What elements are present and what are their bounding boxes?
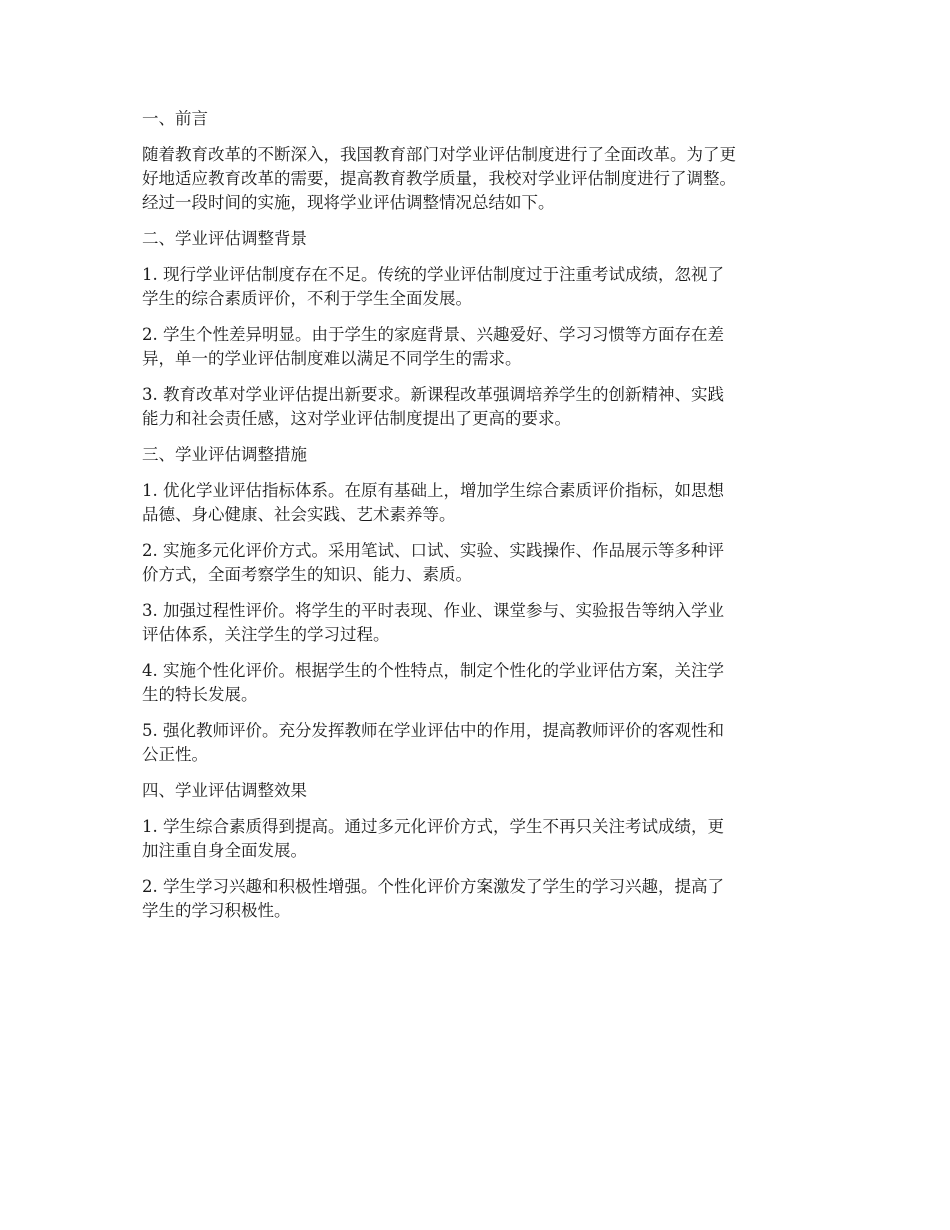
text-line: 生的特长发展。 [142, 685, 258, 704]
section-heading [142, 107, 814, 131]
text-line: 2. 学生个性差异明显。由于学生的家庭背景、兴趣爱好、学习习惯等方面存在差 [142, 325, 724, 344]
list-item [142, 323, 814, 371]
list-item [142, 815, 814, 863]
text-line: 能力和社会责任感，这对学业评估制度提出了更高的要求。 [142, 409, 571, 428]
section-heading [142, 227, 814, 251]
text-line: 学生的学习积极性。 [142, 901, 291, 920]
text-line: 2. 学生学习兴趣和积极性增强。个性化评价方案激发了学生的学习兴趣，提高了 [142, 877, 724, 896]
text-line: 品德、身心健康、社会实践、艺术素养等。 [142, 505, 456, 524]
text-line: 1. 现行学业评估制度存在不足。传统的学业评估制度过于注重考试成绩，忽视了 [142, 265, 724, 284]
text-line: 加注重自身全面发展。 [142, 841, 307, 860]
document-page [142, 107, 814, 935]
text-line: 一、前言 [142, 109, 208, 128]
list-item [142, 479, 814, 527]
text-line: 随着教育改革的不断深入，我国教育部门对学业评估制度进行了全面改革。为了更 [142, 145, 736, 164]
list-item [142, 263, 814, 311]
text-line: 2. 实施多元化评价方式。采用笔试、口试、实验、实践操作、作品展示等多种评 [142, 541, 724, 560]
text-line: 1. 学生综合素质得到提高。通过多元化评价方式，学生不再只关注考试成绩，更 [142, 817, 724, 836]
text-line: 评估体系，关注学生的学习过程。 [142, 625, 390, 644]
text-line: 价方式，全面考察学生的知识、能力、素质。 [142, 565, 472, 584]
text-line: 异，单一的学业评估制度难以满足不同学生的需求。 [142, 349, 522, 368]
text-line: 二、学业评估调整背景 [142, 229, 307, 248]
section-heading [142, 443, 814, 467]
text-line: 好地适应教育改革的需要，提高教育教学质量，我校对学业评估制度进行了调整。 [142, 169, 736, 188]
text-line: 3. 加强过程性评价。将学生的平时表现、作业、课堂参与、实验报告等纳入学业 [142, 601, 724, 620]
list-item [142, 659, 814, 707]
text-line: 5. 强化教师评价。充分发挥教师在学业评估中的作用，提高教师评价的客观性和 [142, 721, 724, 740]
list-item [142, 599, 814, 647]
text-line: 四、学业评估调整效果 [142, 781, 307, 800]
text-line: 学生的综合素质评价，不利于学生全面发展。 [142, 289, 472, 308]
section-heading [142, 779, 814, 803]
list-item [142, 719, 814, 767]
text-line: 经过一段时间的实施，现将学业评估调整情况总结如下。 [142, 193, 555, 212]
text-line: 三、学业评估调整措施 [142, 445, 307, 464]
list-item [142, 539, 814, 587]
text-line: 1. 优化学业评估指标体系。在原有基础上，增加学生综合素质评价指标，如思想 [142, 481, 724, 500]
list-item [142, 875, 814, 923]
paragraph [142, 143, 814, 215]
list-item [142, 383, 814, 431]
text-line: 4. 实施个性化评价。根据学生的个性特点，制定个性化的学业评估方案，关注学 [142, 661, 724, 680]
text-line: 3. 教育改革对学业评估提出新要求。新课程改革强调培养学生的创新精神、实践 [142, 385, 724, 404]
text-line: 公正性。 [142, 745, 208, 764]
